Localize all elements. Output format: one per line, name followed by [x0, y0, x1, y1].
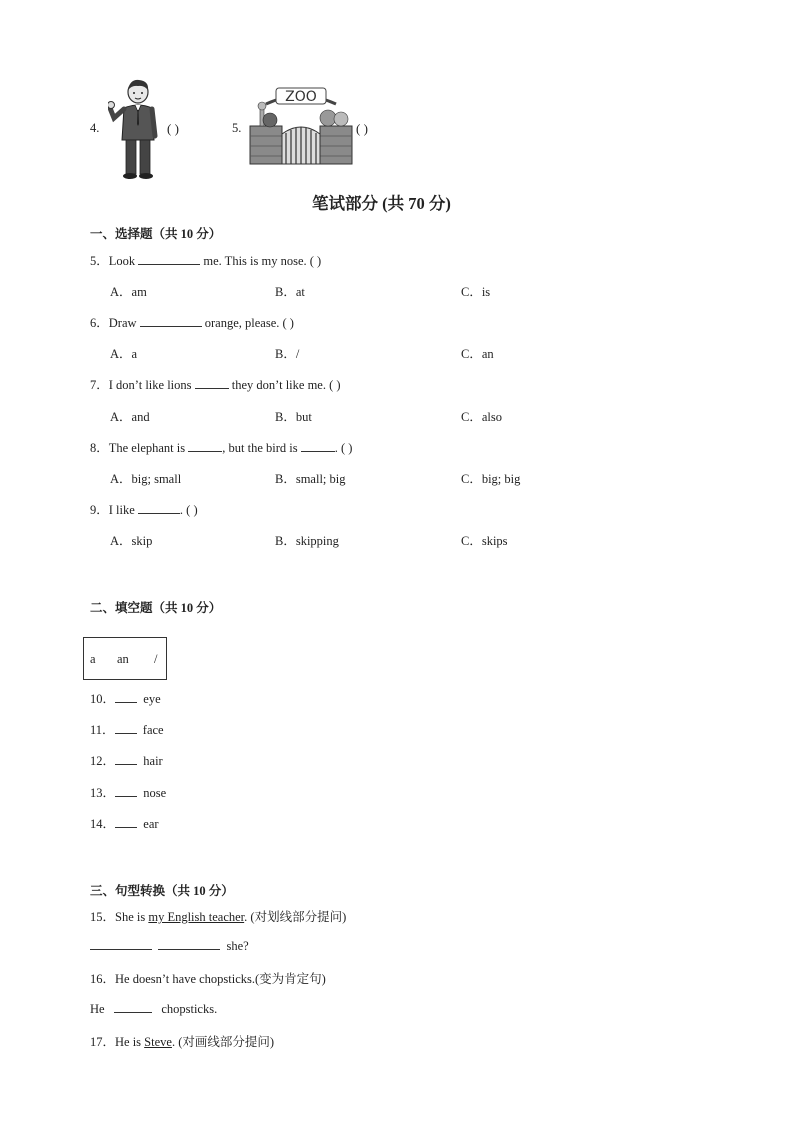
fill-item-11-blank — [115, 722, 137, 734]
question-7-stem-end: they don’t like me. ( ) — [228, 378, 341, 392]
question-7-option-a: A．and — [110, 410, 150, 424]
question-8-stem-start: 8．The elephant is — [90, 441, 189, 455]
question-6-option-a: A．a — [110, 347, 138, 361]
question-5-stem-end: me. This is my nose. ( ) — [200, 254, 322, 268]
question-8-stem-end: . ( ) — [334, 441, 353, 455]
question-15 — [90, 907, 346, 925]
question-8-blank-1 — [188, 440, 222, 452]
question-15-stem-end: . (对划线部分提问) — [244, 910, 347, 924]
question-15-answer-line — [90, 938, 249, 954]
question-9-stem-end: . ( ) — [179, 503, 198, 517]
item-5-answer-parens: ( ) — [356, 121, 368, 136]
fill-item-12 — [90, 751, 163, 769]
question-5-option-a: A．am — [110, 285, 147, 299]
question-5-option-b: B．at — [275, 285, 305, 299]
question-16-answer-line — [90, 1001, 217, 1017]
question-15-answer-tail: she? — [226, 939, 249, 953]
question-15-underlined: my English teacher — [148, 910, 245, 924]
question-6-stem-start: 6．Draw — [90, 316, 140, 330]
question-5 — [90, 251, 321, 269]
fill-item-10 — [90, 689, 161, 707]
fill-item-10-blank — [115, 691, 137, 703]
question-9 — [90, 500, 198, 518]
section2-heading: 二、填空题（共 10 分） — [90, 601, 222, 615]
question-7-option-b: B．but — [275, 410, 312, 424]
fill-item-14 — [90, 814, 159, 832]
question-15-blank-2 — [158, 938, 220, 950]
question-17-stem-end: . (对画线部分提问) — [171, 1035, 275, 1049]
question-16-answer-head: He — [90, 1002, 105, 1016]
question-16-blank — [114, 1001, 152, 1013]
question-7-option-c: C．also — [461, 410, 502, 424]
question-6-option-c: C．an — [461, 347, 494, 361]
fill-item-14-word: ear — [143, 817, 159, 831]
question-9-stem-start: 9．I like — [90, 503, 138, 517]
man-in-suit-picture — [108, 78, 164, 180]
fill-item-13-word: nose — [143, 786, 167, 800]
question-17-stem-start: 17．He is — [90, 1035, 145, 1049]
fill-item-11 — [90, 720, 164, 738]
question-7-blank — [195, 377, 229, 389]
question-6-option-b: B．/ — [275, 347, 300, 361]
question-8-stem-mid: , but the bird is — [222, 441, 301, 455]
question-16-answer-tail: chopsticks. — [161, 1002, 218, 1016]
fill-item-13-blank — [115, 785, 137, 797]
zoo-gate-picture — [248, 86, 354, 166]
written-part-title: 笔试部分 (共 70 分) — [312, 194, 451, 213]
section1-heading: 一、选择题（共 10 分） — [90, 227, 222, 241]
question-9-blank — [138, 502, 180, 514]
question-9-option-a: A．skip — [110, 534, 153, 548]
question-8-option-a: A．big; small — [110, 472, 182, 486]
question-8-option-c: C．big; big — [461, 472, 521, 486]
fill-item-11-number: 11． — [90, 723, 115, 737]
fill-item-13 — [90, 783, 166, 801]
fill-item-12-word: hair — [143, 754, 163, 768]
fill-item-10-number: 10． — [90, 692, 116, 706]
question-17-underlined: Steve — [144, 1035, 172, 1049]
question-8 — [90, 438, 352, 456]
fill-item-14-number: 14． — [90, 817, 116, 831]
question-5-stem-start: 5．Look — [90, 254, 139, 268]
word-box-word-a: a — [90, 652, 96, 666]
word-box-word-an: an — [117, 652, 129, 666]
item-4-number: 4. — [90, 121, 100, 135]
question-16: 16．He doesn’t have chopsticks.(变为肯定句) — [90, 972, 326, 986]
fill-item-13-number: 13． — [90, 786, 116, 800]
question-8-option-b: B．small; big — [275, 472, 346, 486]
question-6-stem-end: orange, please. ( ) — [201, 316, 294, 330]
question-9-option-c: C．skips — [461, 534, 508, 548]
zoo-sign-text: ZOO — [285, 89, 317, 105]
fill-item-12-blank — [115, 753, 137, 765]
question-5-option-c: C．is — [461, 285, 491, 299]
question-6-blank — [140, 315, 202, 327]
fill-item-12-number: 12． — [90, 754, 116, 768]
question-15-stem-start: 15．She is — [90, 910, 149, 924]
question-7 — [90, 375, 341, 393]
fill-item-10-word: eye — [143, 692, 161, 706]
question-9-option-b: B．skipping — [275, 534, 339, 548]
fill-item-11-word: face — [142, 723, 164, 737]
question-5-blank — [138, 253, 200, 265]
fill-item-14-blank — [115, 816, 137, 828]
item-5-number: 5. — [232, 121, 242, 135]
question-15-blank-1 — [90, 938, 152, 950]
section3-heading: 三、句型转换（共 10 分） — [90, 884, 234, 898]
item-4-answer-parens: ( ) — [167, 121, 179, 136]
question-7-stem-start: 7．I don’t like lions — [90, 378, 195, 392]
question-6 — [90, 313, 294, 331]
question-17 — [90, 1032, 274, 1050]
question-8-blank-2 — [301, 440, 335, 452]
word-box-word-slash: / — [154, 652, 158, 666]
